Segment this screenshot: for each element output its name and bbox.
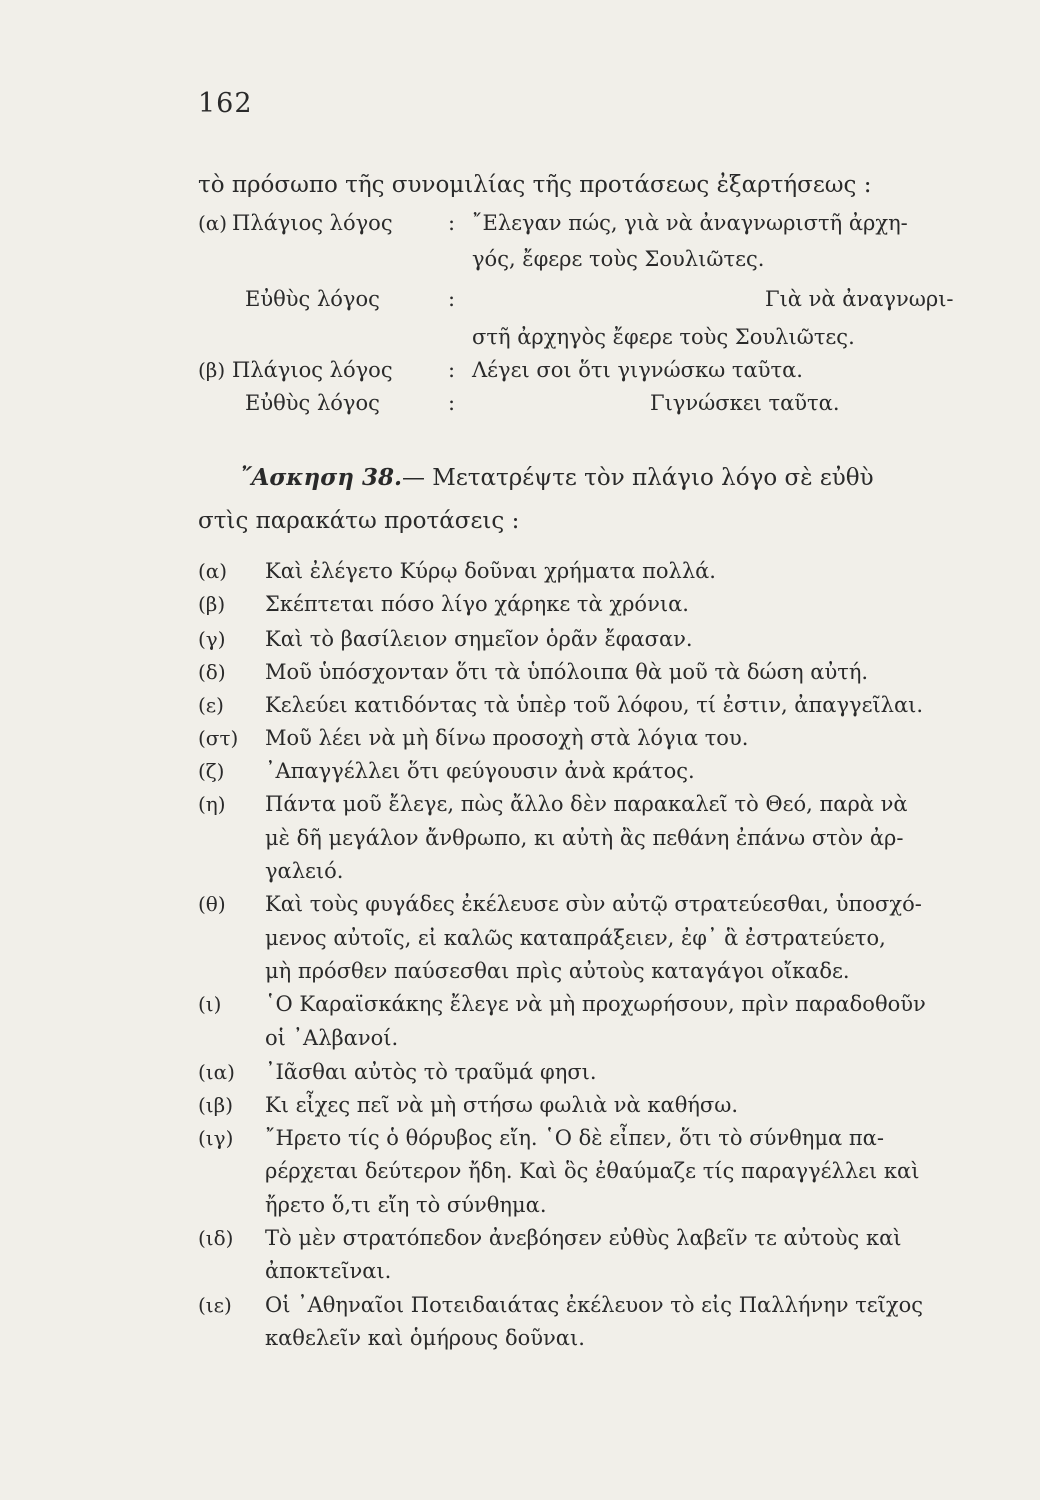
example-b-direct-label: Εὐθὺς λόγος — [245, 391, 380, 415]
example-b-indirect-label: Πλάγιος λόγος — [232, 358, 393, 382]
item-h-line-1: Πάντα μοῦ ἔλεγε, πὼς ἄλλο δὲν παρακαλεῖ τὸ Θεό, παρὰ νὰ — [265, 792, 908, 816]
item-i-line-2: οἱ ᾿Αλβανοί. — [265, 1026, 399, 1050]
page-number: 162 — [198, 88, 253, 119]
exercise-title: ῎Ασκηση 38. — [240, 464, 402, 491]
item-ie-line-2: καθελεῖν καὶ ὁμήρους δοῦναι. — [265, 1326, 585, 1350]
colon: : — [448, 211, 456, 235]
item-id-label: (ιδ) — [198, 1226, 234, 1250]
colon: : — [448, 391, 456, 415]
item-ig-line-1: ῎Ηρετο τίς ὁ θόρυβος εἴη. ῾Ο δὲ εἶπεν, ὅτι τὸ σύνθημα πα- — [265, 1126, 884, 1150]
example-b-label: (β) — [198, 358, 226, 382]
item-a-label: (α) — [198, 559, 228, 583]
item-ie-line-1: Οἱ ᾿Αθηναῖοι Ποτειδαιάτας ἐκέλευον τὸ εἰς Παλλήνην τεῖχος — [265, 1293, 924, 1317]
item-ib-line-1: Κι εἶχες πεῖ νὰ μὴ στήσω φωλιὰ νὰ καθήσω. — [265, 1093, 739, 1117]
example-a-indirect-text-1: ῎Ελεγαν πώς, γιὰ νὰ ἀναγνωριστῆ ἀρχη- — [472, 211, 908, 235]
item-th-line-1: Καὶ τοὺς φυγάδες ἐκέλευσε σὺν αὐτῷ στρατεύεσθαι, ὑποσχό- — [265, 892, 922, 916]
item-th-line-2: μενος αὐτοῖς, εἰ καλῶς καταπράξειεν, ἐφ᾿ ἃ ἐστρατεύετο, — [265, 926, 886, 950]
example-a-direct-label: Εὐθὺς λόγος — [245, 287, 380, 311]
example-a-indirect-label: Πλάγιος λόγος — [232, 211, 393, 235]
example-a-indirect-text-2: γός, ἔφερε τοὺς Σουλιῶτες. — [472, 247, 765, 271]
item-e-line-1: Κελεύει κατιδόντας τὰ ὑπὲρ τοῦ λόφου, τί ἐστιν, ἀπαγγεῖλαι. — [265, 693, 924, 717]
example-a-direct-text-1: Γιὰ νὰ ἀναγνωρι- — [765, 287, 954, 311]
item-th-line-3: μὴ πρόσθεν παύσεσθαι πρὶς αὐτοὺς καταγάγοι οἴκαδε. — [265, 959, 850, 983]
exercise-dash: — — [401, 465, 425, 491]
exercise-instruction-1: Μετατρέψτε τὸν πλάγιο λόγο σὲ εὐθὺ — [432, 465, 874, 491]
example-a-direct-text-2: στῆ ἀρχηγὸς ἔφερε τοὺς Σουλιῶτες. — [472, 325, 855, 349]
item-ig-label: (ιγ) — [198, 1126, 234, 1150]
item-i-line-1: ῾Ο Καραϊσκάκης ἔλεγε νὰ μὴ προχωρήσουν, πρὶν παραδοθοῦν — [265, 992, 926, 1016]
item-b-label: (β) — [198, 592, 226, 616]
item-z-line-1: ᾿Απαγγέλλει ὅτι φεύγουσιν ἀνὰ κράτος. — [265, 759, 695, 783]
item-h-label: (η) — [198, 792, 226, 816]
example-a-label: (α) — [198, 211, 228, 235]
item-d-line-1: Μοῦ ὑπόσχονταν ὅτι τὰ ὑπόλοιπα θὰ μοῦ τὰ δώση αὐτή. — [265, 660, 869, 684]
item-st-line-1: Μοῦ λέει νὰ μὴ δίνω προσοχὴ στὰ λόγια του. — [265, 726, 749, 750]
example-b-direct-text-1: Γιγνώσκει ταῦτα. — [650, 391, 840, 415]
exercise-instruction-2: στὶς παρακάτω προτάσεις : — [198, 508, 520, 534]
item-e-label: (ε) — [198, 693, 224, 717]
item-ie-label: (ιε) — [198, 1293, 232, 1317]
intro-line: τὸ πρόσωπο τῆς συνομιλίας τῆς προτάσεως ἐξαρτήσεως : — [198, 172, 872, 198]
colon: : — [448, 358, 456, 382]
item-th-label: (θ) — [198, 892, 226, 916]
item-b-line-1: Σκέπτεται πόσο λίγο χάρηκε τὰ χρόνια. — [265, 592, 689, 616]
item-a-line-1: Καὶ ἐλέγετο Κύρῳ δοῦναι χρήματα πολλά. — [265, 559, 716, 583]
item-st-label: (στ) — [198, 726, 239, 750]
example-b-indirect-text-1: Λέγει σοι ὅτι γιγνώσκω ταῦτα. — [472, 358, 803, 382]
exercise-heading — [240, 465, 874, 491]
item-h-line-2: μὲ δῆ μεγάλον ἄνθρωπο, κι αὐτὴ ἂς πεθάνη ἐπάνω στὸν ἀρ- — [265, 826, 904, 850]
item-ia-label: (ια) — [198, 1060, 235, 1084]
item-g-line-1: Καὶ τὸ βασίλειον σημεῖον ὁρᾶν ἔφασαν. — [265, 627, 693, 651]
item-d-label: (δ) — [198, 660, 226, 684]
item-z-label: (ζ) — [198, 759, 225, 783]
item-ig-line-3: ἤρετο ὅ,τι εἴη τὸ σύνθημα. — [265, 1193, 547, 1217]
item-id-line-1: Τὸ μὲν στρατόπεδον ἀνεβόησεν εὐθὺς λαβεῖν τε αὐτοὺς καὶ — [265, 1226, 902, 1250]
item-ib-label: (ιβ) — [198, 1093, 234, 1117]
item-h-line-3: γαλειό. — [265, 859, 344, 883]
item-g-label: (γ) — [198, 627, 226, 651]
item-ia-line-1: ᾿Ιᾶσθαι αὐτὸς τὸ τραῦμά φησι. — [265, 1060, 597, 1084]
colon: : — [448, 287, 456, 311]
item-i-label: (ι) — [198, 992, 222, 1016]
item-ig-line-2: ρέρχεται δεύτερον ἤδη. Καὶ ὃς ἐθαύμαζε τίς παραγγέλλει καὶ — [265, 1159, 920, 1183]
item-id-line-2: ἀποκτεῖναι. — [265, 1259, 392, 1283]
